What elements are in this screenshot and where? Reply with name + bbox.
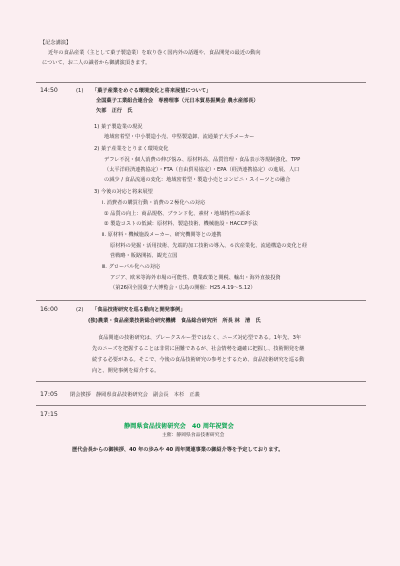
talk1-speaker: 矢部 正行 氏 [96, 108, 133, 114]
outline-line: ⅱ. 原材料・機械施設メーカー、研究機関等との連携 [102, 232, 222, 238]
outline-line: 2) 菓子産業をとりまく環境変化 [94, 146, 169, 152]
divider-top [36, 82, 366, 83]
intro-line-2: について、お二人の識者から御講演頂きます。 [42, 60, 151, 66]
talk2-body-line: 先のニーズを把握することは非常に困難であるが、社会情勢を適確に把握し、技術開発を継 [92, 346, 305, 352]
intro-line-1: 近年の食品産業（主として菓子製造業）を取り巻く国内外の話題や、食品開発の最近の動向 [48, 50, 261, 56]
closing-text: 閉会挨拶 静岡県食品技術研究会 副会長 本杉 正義 [70, 392, 200, 398]
outline-line: 1) 菓子製造業の現況 [94, 124, 143, 130]
outline-line: 3) 今後の対応と将来展望 [94, 189, 153, 195]
outline-line: 地域密着型・中小製造小売、中堅製造卸、流通菓子大手メーカー [104, 134, 255, 140]
party-host: 主催：静岡県食品技術研究会 [162, 433, 225, 438]
outline-line: ⅲ. グローバル化への対応 [102, 264, 161, 270]
party-note: 歴代会長からの御挨拶、40 年の歩みや 40 周年関連事業の御紹介等を予定しております。 [72, 447, 284, 453]
talk2-number: (2) [76, 307, 84, 313]
talk1-org: 全国菓子工業組合連合会 専務理事（元日本貿易振興会 農水産部長） [96, 98, 259, 104]
outline-line: アジア、欧米等海外市場の可能性、農業政策と関税、輸出・海外直接投資 [110, 275, 281, 281]
outline-line: ⅰ. 消費者の購買行動・消費の２極化への対応 [102, 200, 206, 206]
outline-line: デフレ不況・個人消費の伸び悩み、原材料高、品質管理・食品表示等規制強化、TPP [104, 157, 301, 163]
divider-bottom [36, 405, 366, 406]
outline-line: 原材料の発掘・活用技術、先端的加工技術の導入、６次産業化、流通構造の変化と経 [110, 243, 308, 249]
divider-lower [36, 381, 366, 382]
outline-line: （太平洋経済連携協定）・FTA（自由貿易協定）・EPA（経済連携協定）の進展、人口 [104, 167, 300, 173]
closing-time: 17:05 [40, 391, 58, 398]
talk2-time: 16:00 [40, 306, 58, 313]
party-time: 17:15 [40, 411, 58, 418]
talk2-title: 「食品技術研究を巡る動向と開発事例」 [92, 307, 186, 313]
outline-line: 営戦略・販路開拓、観光立国 [110, 253, 178, 259]
talk2-body-line: 続する必要がある。そこで、今後の食品技術研究の参考とするため、食品技術研究を巡る動 [92, 357, 305, 363]
talk2-body-line: 向と、開発事例を紹介する。 [92, 368, 160, 374]
outline-line: ① 品質の向上：商品規格、ブランド化、素材・地域特性の訴求 [104, 211, 251, 217]
outline-line: の減少 / 食品流通の変化：地域密着型・製造小売とコンビニ・スイーツとの融合 [104, 177, 291, 183]
talk2-body-line: 食品関連の技術研究は、プレークスルー型ではなく、ニーズ対応型である。1年先、3年 [98, 335, 302, 341]
outline-line: ② 製造コストの低減：原材料、製造技術、機械施設・HACCP手法 [104, 221, 258, 227]
party-title: 静岡県食品技術研究会 40 周年祝賀会 [124, 423, 234, 430]
talk1-number: (1) [76, 88, 84, 94]
divider-middle [36, 300, 366, 301]
talk2-org: (独)農業・食品産業技術総合研究機構 食品総合研究所 所長 林 清 氏 [88, 318, 261, 324]
talk1-time: 14:50 [40, 87, 58, 94]
intro-heading: 【記念講演】 [40, 40, 72, 46]
talk1-title: 「菓子産業をめぐる環境変化と将来展望について」 [92, 88, 212, 94]
outline-line: （第26回全国菓子大博覧会・広島の開催：H25.4.19〜5.12） [110, 285, 256, 291]
